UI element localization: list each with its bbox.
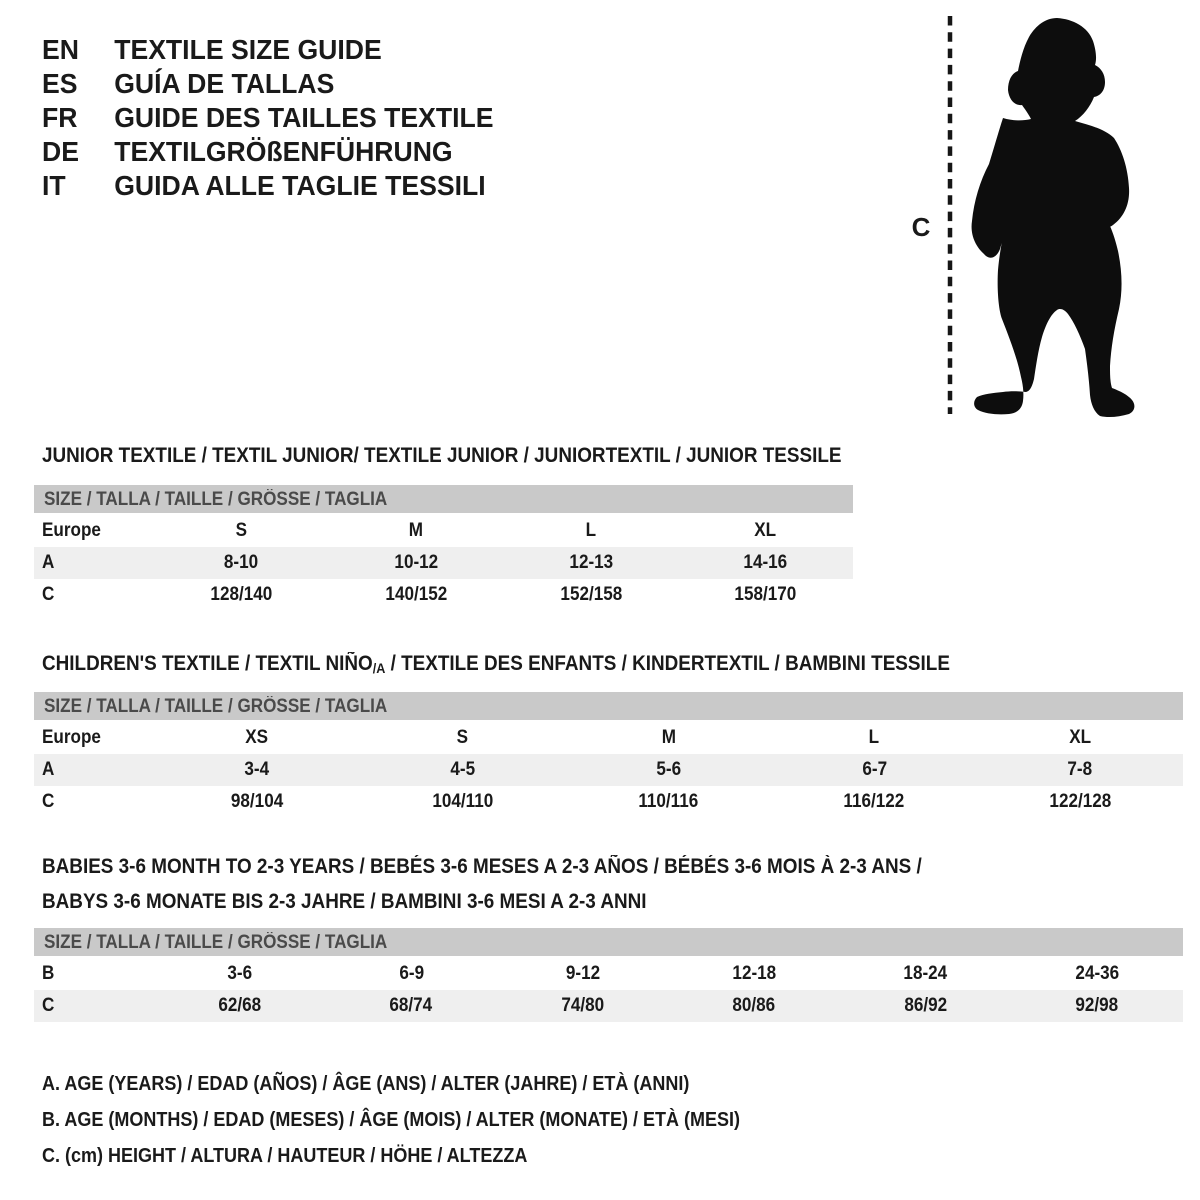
size-value: 6-9: [398, 963, 424, 984]
size-cell: [504, 579, 679, 611]
title-main: CHILDREN'S TEXTILE / TEXTIL NIÑO: [42, 652, 373, 675]
size-cell: [1012, 990, 1184, 1022]
size-value: S: [235, 520, 248, 541]
size-value: 128/140: [210, 584, 273, 605]
row-label: A: [42, 759, 55, 780]
table-header-text: SIZE / TALLA / TAILLE / GRÖSSE / TAGLIA: [44, 696, 388, 717]
row-label-cell: [34, 579, 154, 611]
title-rest: / TEXTILE DES ENFANTS / KINDERTEXTIL / BAMBINI TESSILE: [385, 652, 950, 675]
table-row: [34, 958, 1183, 990]
table-header-bar: [34, 485, 853, 513]
size-value: 24-36: [1075, 963, 1120, 984]
size-cell: [771, 722, 977, 754]
size-cell: [497, 990, 669, 1022]
measure-c-label: C: [911, 212, 931, 242]
legend-line-a: [42, 1066, 818, 1102]
size-value: 92/98: [1075, 995, 1119, 1016]
legend-text: B. AGE (MONTHS) / EDAD (MESES) / ÂGE (MOIS) / ALTER (MONATE) / ETÀ (MESI): [42, 1109, 740, 1131]
row-label: C: [42, 791, 55, 812]
size-value: 9-12: [565, 963, 600, 984]
size-cell: [977, 754, 1183, 786]
lang-row-en: [42, 33, 494, 67]
size-guide-figure: [900, 8, 1150, 424]
table-header-bar: [34, 692, 1183, 720]
size-cell: [329, 547, 504, 579]
size-value: XS: [245, 727, 269, 748]
row-label: Europe: [42, 520, 101, 541]
measure-legend: [42, 1066, 818, 1174]
size-value: 98/104: [230, 791, 284, 812]
size-value: 3-4: [244, 759, 270, 780]
size-cell: [771, 786, 977, 818]
row-label-cell: [34, 958, 154, 990]
size-value: 74/80: [561, 995, 605, 1016]
babies-size-table: [34, 928, 1183, 1022]
guide-title: TEXTILE SIZE GUIDE: [114, 34, 382, 65]
size-value: M: [661, 727, 676, 748]
row-label-cell: [34, 754, 154, 786]
lang-code: FR: [42, 102, 78, 133]
row-label-cell: [34, 515, 154, 547]
table-header-text: SIZE / TALLA / TAILLE / GRÖSSE / TAGLIA: [44, 932, 388, 953]
children-size-table: [34, 692, 1183, 818]
size-cell: [154, 786, 360, 818]
table-row: [34, 754, 1183, 786]
size-value: XL: [1069, 727, 1092, 748]
lang-row-it: [42, 169, 494, 203]
section-title-text: [42, 646, 950, 686]
section-title-babies: [42, 849, 1020, 919]
size-cell: [154, 722, 360, 754]
language-header: [42, 33, 517, 203]
size-value: M: [408, 520, 424, 541]
row-label: A: [42, 552, 55, 573]
section-title-children: [42, 646, 1051, 686]
size-cell: [154, 579, 329, 611]
size-cell: [329, 515, 504, 547]
lang-row-fr: [42, 101, 494, 135]
row-label-cell: [34, 786, 154, 818]
size-value: 152/158: [559, 584, 622, 605]
guide-title: TEXTILGRÖßENFÜHRUNG: [114, 136, 453, 167]
size-value: 158/170: [734, 584, 797, 605]
row-label-cell: [34, 547, 154, 579]
size-value: 104/110: [432, 791, 494, 812]
size-value: 6-7: [861, 759, 887, 780]
table-row: [34, 786, 1183, 818]
size-cell: [771, 754, 977, 786]
row-label: B: [42, 963, 55, 984]
row-label: Europe: [42, 727, 101, 748]
title-sub: /A: [372, 660, 386, 676]
legend-line-c: [42, 1138, 818, 1174]
size-cell: [566, 786, 772, 818]
size-cell: [154, 515, 329, 547]
section-title-text: JUNIOR TEXTILE / TEXTIL JUNIOR/ TEXTILE JUNIOR / JUNIORTEXTIL / JUNIOR TESSILE: [42, 444, 842, 467]
lang-row-de: [42, 135, 494, 169]
size-value: 18-24: [903, 963, 948, 984]
size-cell: [154, 958, 326, 990]
section-title-junior: [42, 438, 930, 473]
size-value: 4-5: [450, 759, 476, 780]
size-cell: [669, 990, 841, 1022]
lang-code: DE: [42, 136, 79, 167]
table-row: [34, 547, 853, 579]
size-value: 3-6: [227, 963, 253, 984]
size-cell: [840, 958, 1012, 990]
toddler-silhouette: [972, 18, 1135, 417]
size-cell: [678, 547, 853, 579]
table-row: [34, 990, 1183, 1022]
size-cell: [678, 579, 853, 611]
table-row: [34, 515, 853, 547]
row-label-cell: [34, 990, 154, 1022]
size-cell: [326, 990, 498, 1022]
size-value: 8-10: [224, 552, 259, 573]
row-label: C: [42, 584, 55, 605]
table-header-bar: [34, 928, 1183, 956]
size-cell: [329, 579, 504, 611]
size-value: 14-16: [743, 552, 788, 573]
size-value: L: [585, 520, 597, 541]
lang-code: EN: [42, 34, 79, 65]
junior-size-table: [34, 485, 853, 611]
legend-text: C. (cm) HEIGHT / ALTURA / HAUTEUR / HÖHE / ALTEZZA: [42, 1145, 528, 1167]
size-value: 10-12: [394, 552, 438, 573]
size-cell: [566, 722, 772, 754]
size-value: 116/122: [843, 791, 905, 812]
size-value: XL: [754, 520, 777, 541]
legend-line-b: [42, 1102, 818, 1138]
size-cell: [154, 990, 326, 1022]
guide-title: GUIDE DES TAILLES TEXTILE: [114, 102, 494, 133]
size-cell: [977, 786, 1183, 818]
size-value: 12-18: [732, 963, 777, 984]
size-value: S: [456, 727, 469, 748]
table-header-text: SIZE / TALLA / TAILLE / GRÖSSE / TAGLIA: [44, 489, 388, 510]
size-cell: [504, 515, 679, 547]
lang-code: IT: [42, 170, 66, 201]
size-cell: [840, 990, 1012, 1022]
row-label-cell: [34, 722, 154, 754]
table-row: [34, 722, 1183, 754]
size-cell: [669, 958, 841, 990]
size-cell: [154, 547, 329, 579]
size-cell: [360, 754, 566, 786]
guide-title: GUÍA DE TALLAS: [114, 68, 335, 99]
size-cell: [360, 786, 566, 818]
guide-title: GUIDA ALLE TAGLIE TESSILI: [114, 170, 486, 201]
size-cell: [1012, 958, 1184, 990]
size-value: 110/116: [638, 791, 699, 812]
size-value: 122/128: [1049, 791, 1111, 812]
size-cell: [154, 754, 360, 786]
size-cell: [678, 515, 853, 547]
size-cell: [497, 958, 669, 990]
size-value: 140/152: [385, 584, 448, 605]
section-title-line1: BABIES 3-6 MONTH TO 2-3 YEARS / BEBÉS 3-6 MESES A 2-3 AÑOS / BÉBÉS 3-6 MOIS À 2-3 ANS /: [42, 855, 922, 878]
size-value: L: [869, 727, 880, 748]
size-value: 80/86: [732, 995, 776, 1016]
size-value: 7-8: [1067, 759, 1093, 780]
section-title-line2: BABYS 3-6 MONATE BIS 2-3 JAHRE / BAMBINI 3-6 MESI A 2-3 ANNI: [42, 890, 647, 913]
size-value: 68/74: [389, 995, 433, 1016]
table-row: [34, 579, 853, 611]
size-value: 86/92: [904, 995, 948, 1016]
size-cell: [326, 958, 498, 990]
size-value: 62/68: [218, 995, 262, 1016]
size-cell: [977, 722, 1183, 754]
row-label: C: [42, 995, 55, 1016]
size-value: 5-6: [656, 759, 681, 780]
size-cell: [566, 754, 772, 786]
lang-code: ES: [42, 68, 78, 99]
legend-text: A. AGE (YEARS) / EDAD (AÑOS) / ÂGE (ANS) / ALTER (JAHRE) / ETÀ (ANNI): [42, 1073, 690, 1095]
lang-row-es: [42, 67, 494, 101]
size-cell: [504, 547, 679, 579]
size-value: 12-13: [568, 552, 613, 573]
size-cell: [360, 722, 566, 754]
